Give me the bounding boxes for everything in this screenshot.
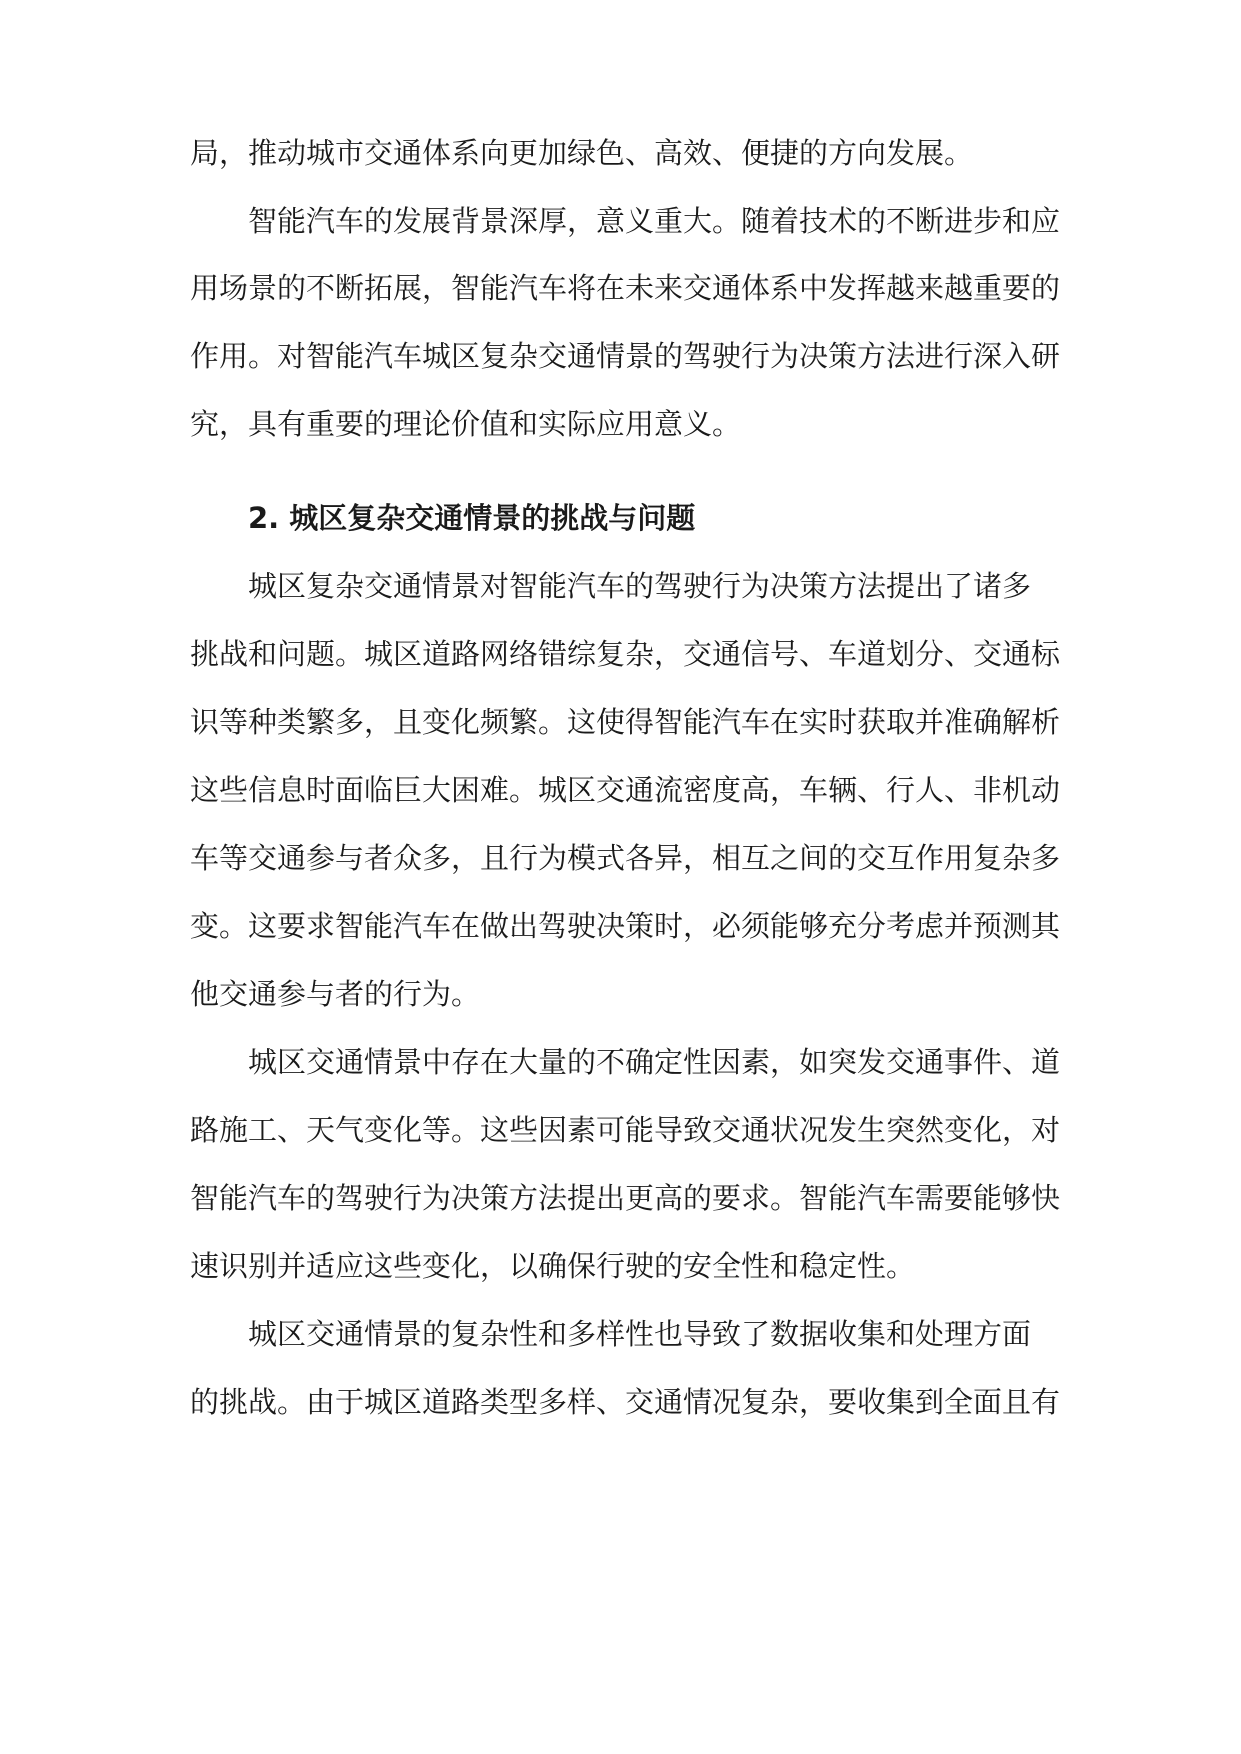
- text-line: 变。这要求智能汽车在做出驾驶决策时，必须能够充分考虑并预测其: [190, 909, 1061, 943]
- text-line: 用场景的不断拓展，智能汽车将在未来交通体系中发挥越来越重要的: [190, 271, 1061, 305]
- text-line: 识等种类繁多，且变化频繁。这使得智能汽车在实时获取并准确解析: [190, 705, 1061, 739]
- text-line: 车等交通参与者众多，且行为模式各异，相互之间的交互作用复杂多: [190, 841, 1061, 875]
- text-line: 城区交通情景的复杂性和多样性也导致了数据收集和处理方面: [248, 1317, 1032, 1351]
- text-line: 的挑战。由于城区道路类型多样、交通情况复杂，要收集到全面且有: [190, 1385, 1061, 1419]
- text-line: 挑战和问题。城区道路网络错综复杂，交通信号、车道划分、交通标: [190, 637, 1061, 671]
- text-line: 城区交通情景中存在大量的不确定性因素，如突发交通事件、道: [248, 1045, 1061, 1079]
- section-heading: 2. 城区复杂交通情景的挑战与问题: [248, 501, 696, 535]
- text-line: 这些信息时面临巨大困难。城区交通流密度高，车辆、行人、非机动: [190, 773, 1061, 807]
- text-line: 局，推动城市交通体系向更加绿色、高效、便捷的方向发展。: [190, 136, 974, 170]
- text-line: 智能汽车的发展背景深厚，意义重大。随着技术的不断进步和应: [248, 204, 1061, 238]
- text-line: 速识别并适应这些变化，以确保行驶的安全性和稳定性。: [190, 1249, 916, 1283]
- text-line: 路施工、天气变化等。这些因素可能导致交通状况发生突然变化，对: [190, 1113, 1061, 1147]
- text-line: 城区复杂交通情景对智能汽车的驾驶行为决策方法提出了诸多: [248, 569, 1032, 603]
- text-line: 他交通参与者的行为。: [190, 977, 481, 1011]
- text-line: 智能汽车的驾驶行为决策方法提出更高的要求。智能汽车需要能够快: [190, 1181, 1061, 1215]
- text-line: 究，具有重要的理论价值和实际应用意义。: [190, 407, 742, 441]
- text-line: 作用。对智能汽车城区复杂交通情景的驾驶行为决策方法进行深入研: [190, 339, 1061, 373]
